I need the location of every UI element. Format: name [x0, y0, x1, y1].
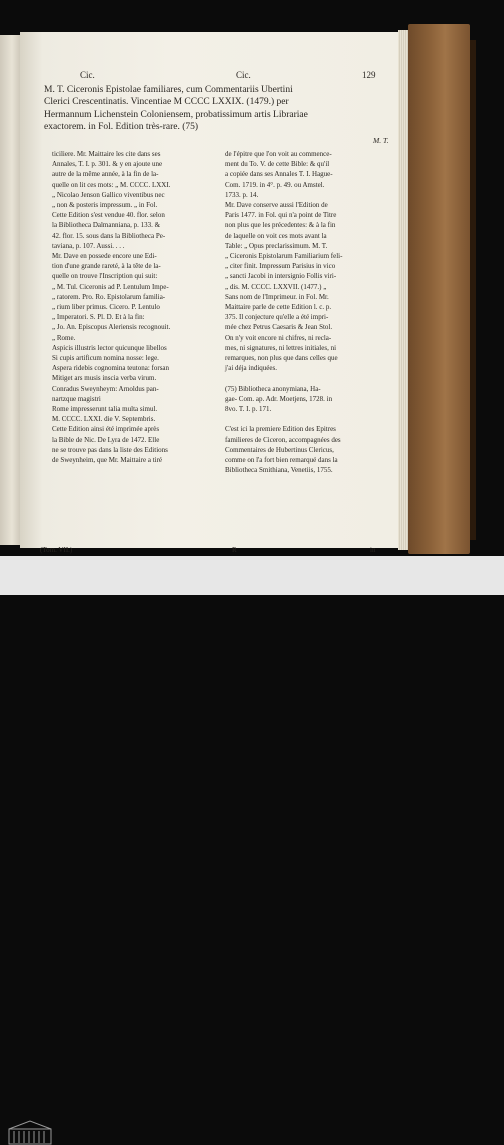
text-line: „ Ciceronis Epistolarum Familiarium feli- — [225, 252, 343, 261]
catchword-bottom: in — [370, 546, 376, 554]
text-line: gae- Com. ap. Adr. Moetjens, 1728. in — [225, 394, 333, 403]
text-line: non plus que les précedentes: & à la fin — [225, 221, 336, 230]
text-line: Commentaires de Hubertinus Clericus, — [225, 445, 334, 454]
text-line: j'ai déja indiquées. — [225, 364, 277, 373]
text-line: de Sweynheim, que Mr. Maittaire a tiré — [52, 456, 163, 465]
cover-shadow — [470, 40, 476, 540]
text-line: tion d'une grande rareté, à la tête de la- — [52, 262, 161, 271]
left-column — [52, 149, 222, 465]
text-line: „ dis. M. CCCC. LXXVII. (1477.) „ — [225, 282, 327, 291]
page-stack-edge — [398, 30, 408, 550]
text-line: nartzque magistri — [52, 394, 101, 403]
entry-title — [44, 84, 389, 134]
text-line: la Bible de Nic. De Lyra de 1472. Elle — [52, 435, 160, 444]
text-line: ne se trouve pas dans la liste des Editions — [52, 445, 168, 454]
text-line: quelle on lit ces mots: „ M. CCCC. LXXI. — [52, 180, 171, 189]
title-line: Hermannum Lichenstein Coloniensem, probatissimum artis Librariae — [44, 109, 308, 120]
right-column — [225, 149, 395, 476]
text-line: a copiée dans ses Annales T. I. Hague- — [225, 170, 333, 179]
text-line: Paris 1477. in Fol. qui n'a point de Titre — [225, 211, 337, 220]
text-line: „ ratorem. Pro. Ro. Epistolarum familia- — [52, 292, 166, 301]
text-line: ment du To. V. de cette Bible: & qu'il — [225, 160, 330, 169]
text-line: Cette Edition s'est vendue 40. flor. selon — [52, 211, 165, 220]
left-page-edge — [0, 35, 20, 545]
text-line — [225, 414, 395, 424]
text-line: „ citer finit. Impressum Parisius in vico — [225, 262, 336, 271]
text-line: Rome impresserunt talia multa simul. — [52, 405, 158, 414]
title-line: Clerici Crescentinatis. Vincentiae M CCCC LXXIX. (1479.) per — [44, 97, 289, 108]
signature-mark: R — [232, 546, 237, 554]
text-line: 1733. p. 14. — [225, 190, 259, 199]
text-line: Aspera ridebis cognomina teutona: forsan — [52, 364, 170, 373]
text-line: Mr. Dave en possede encore une Edi- — [52, 252, 157, 261]
text-line: C'est ici la premiere Edition des Epitres — [225, 425, 336, 434]
text-line: Si cupis artificum nomina nosse: lege. — [52, 354, 159, 363]
volume-mark: (Tom. VII.) — [40, 546, 73, 554]
text-line: Maittaire parle de cette Edition l. c. p. — [225, 303, 332, 312]
page-number: 129 — [362, 70, 376, 80]
text-line: 375. Il conjecture qu'elle a été impri- — [225, 313, 329, 322]
text-line: „ rium liber primus. Cicero. P. Lentulo — [52, 303, 160, 312]
catchword-top: M. T. — [373, 136, 389, 145]
text-line: familieres de Ciceron, accompagnées des — [225, 435, 341, 444]
running-head-center: Cic. — [236, 70, 251, 80]
text-line: On n'y voit encore ni chifres, ni recla- — [225, 333, 332, 342]
text-line: Aspicis illustris lector quicunque libellos — [52, 343, 167, 352]
text-line: M. CCCC. LXXI. die V. Septembris. — [52, 415, 156, 424]
text-line: de laquelle on voit ces mots avant la — [225, 231, 327, 240]
text-line: comme on l'a fort bien remarqué dans la — [225, 456, 338, 465]
text-line: Table: „ Opus preclarissimum. M. T. — [225, 241, 328, 250]
text-line: Com. 1719. in 4°. p. 49. ou Amstel. — [225, 180, 325, 189]
text-line: Cette Edition ainsi été imprimée après — [52, 425, 160, 434]
text-line: Mitiget ars musis inscia verba virum. — [52, 374, 157, 383]
text-line: quelle on trouve l'Inscription qui suit: — [52, 272, 158, 281]
text-line: autre de la même année, à la fin de la- — [52, 170, 159, 179]
text-line: remarques, non plus que dans celles que — [225, 354, 338, 363]
text-line — [225, 373, 395, 383]
text-line: taviana, p. 107. Aussi. . . . — [52, 241, 125, 250]
text-line: Conradus Sweynheym: Arnoldus pan- — [52, 384, 159, 393]
text-line: (75) Bibliotheca anonymiana, Ha- — [225, 384, 321, 393]
text-line: de l'épitre que l'on voit au commence- — [225, 150, 332, 158]
text-line: la Bibliotheca Dalmanniana, p. 133. & — [52, 221, 161, 230]
text-line: „ sancti Jacobi in intersignio Follis viri- — [225, 272, 337, 281]
text-line: mes, ni signatures, ni lettres initiales, ni — [225, 343, 337, 352]
title-line: exactorem. in Fol. Edition très-rare. (75) — [44, 122, 199, 133]
text-line: Bibliotheca Smithiana, Venetiis, 1755. — [225, 466, 333, 475]
book-cover — [408, 24, 470, 554]
text-line: Sans nom de l'Imprimeur. in Fol. Mr. — [225, 292, 329, 301]
text-line: Annales, T. I. p. 301. & y en ajoute une — [52, 160, 163, 169]
text-line: Mr. Dave conserve aussi l'Edition de — [225, 201, 328, 210]
text-line: 42. flor. 15. sous dans la Bibliotheca Pe- — [52, 231, 166, 240]
text-line: „ Imperatori. S. Pl. D. Et à la fin: — [52, 313, 145, 322]
text-line: „ Jo. An. Episcopus Aleriensis recognouit. — [52, 323, 171, 332]
viewer-footer-bar — [0, 556, 504, 595]
text-line: „ Rome. — [52, 333, 76, 342]
text-line: ticiliere. Mr. Maittaire les cite dans ses — [52, 150, 161, 158]
running-head-left: Cic. — [80, 70, 95, 80]
text-line: 8vo. T. I. p. 171. — [225, 405, 272, 414]
text-line: „ M. Tul. Ciceronis ad P. Lentulum Impe- — [52, 282, 169, 291]
text-line: „ Nicolao Jenson Gallico viventibus nec — [52, 190, 165, 199]
library-building-icon — [8, 1119, 52, 1145]
title-line: M. T. Ciceronis Epistolae familiares, cum Commentariis Ubertini — [44, 85, 293, 95]
text-line: „ non & posteris impressum. „ in Fol. — [52, 201, 158, 210]
book-scan — [0, 0, 504, 556]
text-line: mée chez Petrus Caesaris & Jean Stol. — [225, 323, 333, 332]
